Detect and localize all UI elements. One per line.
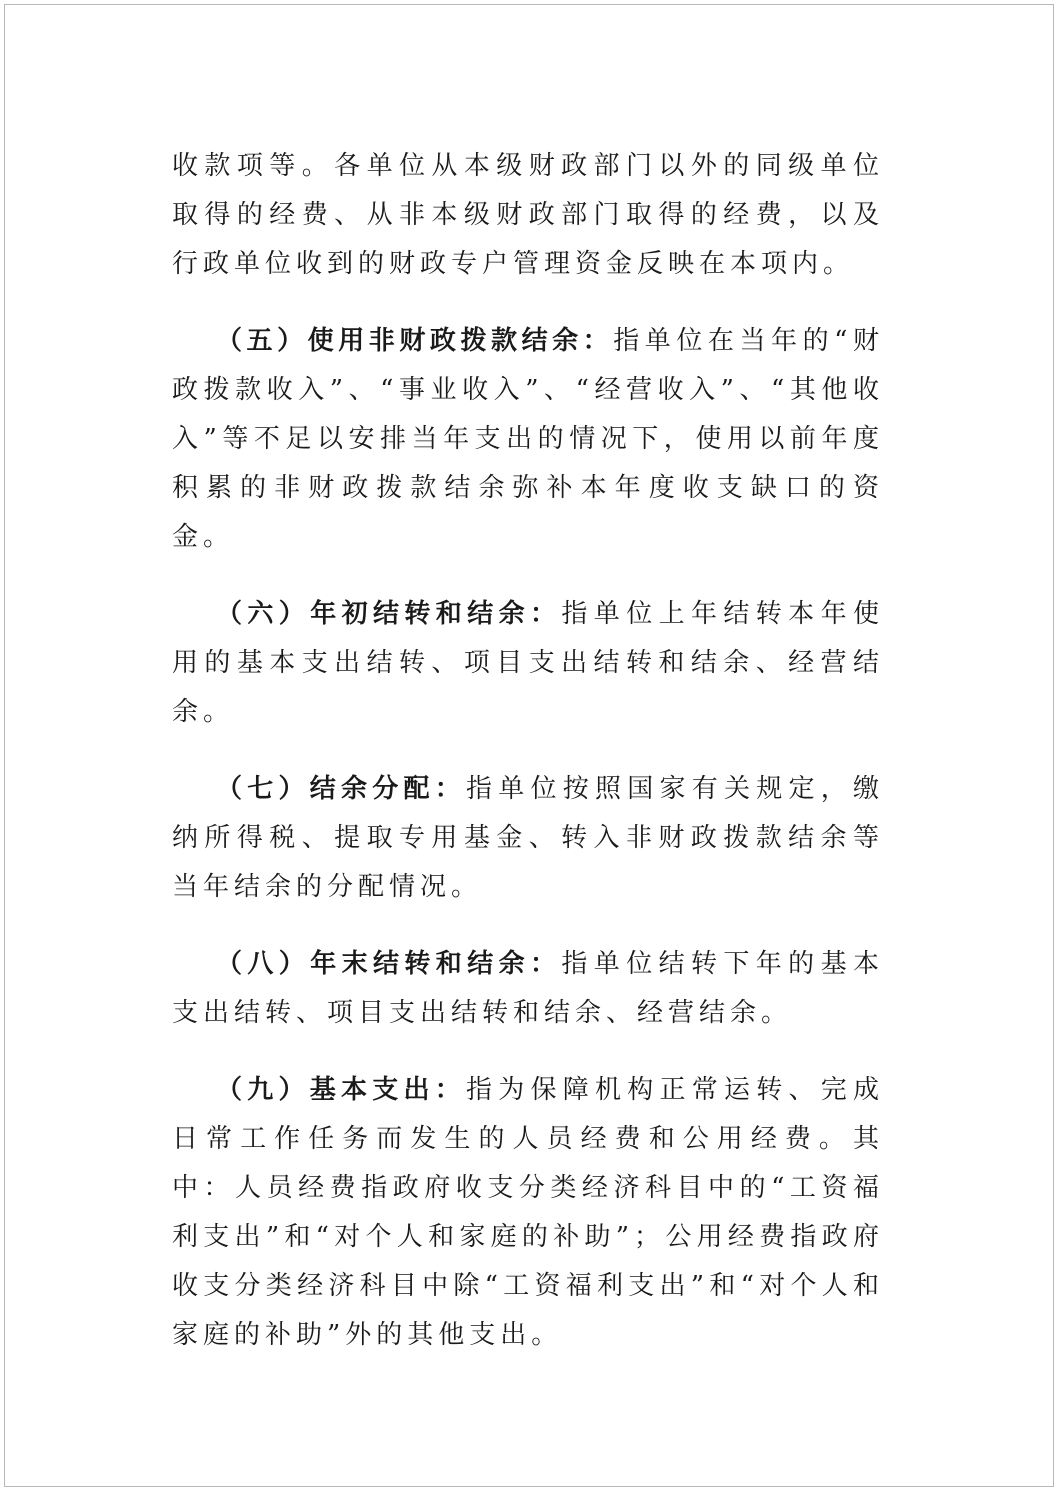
paragraph-heading: （九）基本支出：	[216, 1075, 466, 1105]
document-page	[4, 4, 1054, 1487]
paragraph-item-8	[172, 940, 884, 1038]
paragraph-heading: （六）年初结转和结余：	[216, 599, 562, 629]
document-body	[172, 142, 884, 1388]
paragraph-body: 收款项等。各单位从本级财政部门以外的同级单位取得的经费、从非本级财政部门取得的经费，以及行政单位收到的财政专户管理资金反映在本项内。	[172, 151, 884, 279]
paragraph-item-9	[172, 1066, 884, 1360]
paragraph-item-7	[172, 765, 884, 912]
paragraph-continuation	[172, 142, 884, 289]
paragraph-heading: （七）结余分配：	[216, 774, 466, 804]
paragraph-item-6	[172, 590, 884, 737]
paragraph-body: 指为保障机构正常运转、完成日常工作任务而发生的人员经费和公用经费。其中：人员经费指政府收支分类经济科目中的“工资福利支出”和“对个人和家庭的补助”；公用经费指政府收支分类经济科目中除“工资福利支出”和“对个人和家庭的补助”外的其他支出。	[172, 1075, 884, 1350]
paragraph-body: 指单位在当年的“财政拨款收入”、“事业收入”、“经营收入”、“其他收入”等不足以安排当年支出的情况下，使用以前年度积累的非财政拨款结余弥补本年度收支缺口的资金。	[172, 326, 884, 552]
paragraph-item-5	[172, 317, 884, 562]
paragraph-body: 指单位按照国家有关规定，缴纳所得税、提取专用基金、转入非财政拨款结余等当年结余的分配情况。	[172, 774, 884, 902]
paragraph-heading: （五）使用非财政拨款结余：	[216, 326, 614, 356]
paragraph-heading: （八）年末结转和结余：	[216, 949, 562, 979]
paragraph-body: 指单位上年结转本年使用的基本支出结转、项目支出结转和结余、经营结余。	[172, 599, 884, 727]
paragraph-body: 指单位结转下年的基本支出结转、项目支出结转和结余、经营结余。	[172, 949, 884, 1028]
